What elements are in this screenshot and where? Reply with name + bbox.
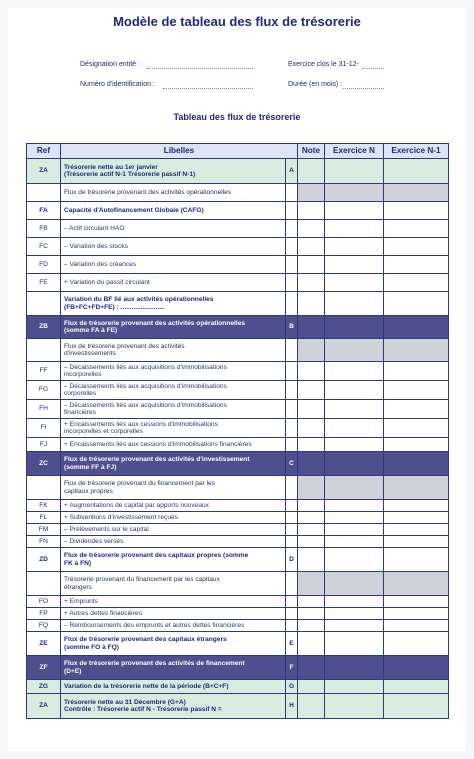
row-letter: B bbox=[286, 316, 298, 339]
row-label: Flux de trésorerie provenant des activités d'investissement (somme FF à FJ) bbox=[61, 452, 286, 476]
exercice-n-cell[interactable] bbox=[325, 159, 384, 184]
table-row bbox=[27, 512, 449, 524]
exercice-n-1-cell[interactable] bbox=[384, 452, 449, 476]
exercice-n-cell[interactable] bbox=[325, 362, 384, 381]
designation-field[interactable] bbox=[147, 68, 253, 69]
row-letter bbox=[286, 596, 298, 608]
row-letter bbox=[286, 419, 298, 438]
row-label: – Variation des stocks bbox=[61, 238, 286, 256]
exercice-n-1-cell[interactable] bbox=[384, 256, 449, 274]
note-cell[interactable] bbox=[298, 362, 325, 381]
row-letter: C bbox=[286, 452, 298, 476]
exercice-n-1-cell[interactable] bbox=[384, 274, 449, 292]
row-label: – Variation des créances bbox=[61, 256, 286, 274]
exercice-n-cell[interactable] bbox=[325, 438, 384, 452]
exercice-n-cell[interactable] bbox=[325, 452, 384, 476]
note-cell[interactable] bbox=[298, 656, 325, 680]
exercice-n-cell[interactable] bbox=[325, 274, 384, 292]
exercice-n-cell[interactable] bbox=[325, 548, 384, 572]
note-cell[interactable] bbox=[298, 438, 325, 452]
exercice-n-cell[interactable] bbox=[325, 476, 384, 500]
exercice-n-1-cell[interactable] bbox=[384, 680, 449, 694]
cash-flow-table bbox=[26, 143, 449, 719]
note-cell[interactable] bbox=[298, 536, 325, 548]
row-label: + Variation du passif circulant bbox=[61, 274, 286, 292]
row-ref: ZC bbox=[27, 452, 61, 476]
id-field[interactable] bbox=[163, 88, 253, 89]
row-ref: FM bbox=[27, 524, 61, 536]
row-label: Variation du BF lié aux activités opérationnelles (FB+FC+FD+FE) : ........................ bbox=[61, 292, 286, 316]
exercise-label: Exercice clos le 31-12- bbox=[288, 61, 359, 68]
row-label: – Prélèvements sur le capital bbox=[61, 524, 286, 536]
exercice-n-1-cell[interactable] bbox=[384, 536, 449, 548]
exercice-n-1-cell[interactable] bbox=[384, 524, 449, 536]
col-header-ref: Ref bbox=[27, 144, 61, 159]
row-label: – Remboursements des emprunts et autres dettes financières bbox=[61, 620, 286, 632]
row-letter bbox=[286, 524, 298, 536]
note-cell[interactable] bbox=[298, 159, 325, 184]
col-header-exercice-n: Exercice N bbox=[325, 144, 384, 159]
exercice-n-1-cell[interactable] bbox=[384, 316, 449, 339]
duration-label: Durée (en mois) : bbox=[288, 81, 343, 88]
row-label: – Décaissements liés aux acquisitions d'immobilisations financières bbox=[61, 400, 286, 419]
row-label: Flux de trésorerie provenant du financement par les capitaux propres bbox=[61, 476, 286, 500]
exercice-n-cell[interactable] bbox=[325, 238, 384, 256]
exercice-n-1-cell[interactable] bbox=[384, 184, 449, 202]
row-letter bbox=[286, 620, 298, 632]
row-label: Flux de trésorerie provenant des activités d'investissements bbox=[61, 339, 286, 362]
table-body bbox=[27, 159, 449, 719]
row-label: + Emprunts bbox=[61, 596, 286, 608]
row-letter bbox=[286, 202, 298, 220]
row-ref: ZA bbox=[27, 694, 61, 719]
exercice-n-cell[interactable] bbox=[325, 656, 384, 680]
exercice-n-1-cell[interactable] bbox=[384, 512, 449, 524]
exercice-n-1-cell[interactable] bbox=[384, 159, 449, 184]
row-label: + Augmentations de capital par apports nouveaux bbox=[61, 500, 286, 512]
row-label: – Dividendes versés bbox=[61, 536, 286, 548]
designation-label: Désignation entité : bbox=[80, 61, 140, 68]
note-cell[interactable] bbox=[298, 339, 325, 362]
row-label: Capacité d'Autofinancement Globale (CAFG) bbox=[61, 202, 286, 220]
row-letter bbox=[286, 476, 298, 500]
table-row bbox=[27, 159, 449, 184]
exercice-n-1-cell[interactable] bbox=[384, 596, 449, 608]
row-ref: FA bbox=[27, 202, 61, 220]
exercise-field[interactable] bbox=[362, 68, 384, 69]
table-row bbox=[27, 500, 449, 512]
exercice-n-1-cell[interactable] bbox=[384, 572, 449, 596]
note-cell[interactable] bbox=[298, 572, 325, 596]
row-letter bbox=[286, 381, 298, 400]
row-ref: FG bbox=[27, 381, 61, 400]
note-cell[interactable] bbox=[298, 608, 325, 620]
row-label: – Décaissements liés aux acquisitions d'immobilisations corporelles bbox=[61, 381, 286, 400]
exercice-n-1-cell[interactable] bbox=[384, 632, 449, 656]
table-row bbox=[27, 632, 449, 656]
table-row bbox=[27, 694, 449, 719]
row-ref: ZG bbox=[27, 680, 61, 694]
row-label: Variation de la trésorerie nette de la période (B+C+F) bbox=[61, 680, 286, 694]
row-ref: FJ bbox=[27, 438, 61, 452]
table-row bbox=[27, 680, 449, 694]
table-row bbox=[27, 362, 449, 381]
table-row bbox=[27, 596, 449, 608]
table-row bbox=[27, 572, 449, 596]
exercice-n-cell[interactable] bbox=[325, 381, 384, 400]
row-label: + Subventions d'investissement reçues bbox=[61, 512, 286, 524]
row-label: Trésorerie nette au 31 Décembre (G+A) Contrôle : Trésorerie actif N - Trésorerie passif N = bbox=[61, 694, 286, 719]
row-ref: ZE bbox=[27, 632, 61, 656]
row-label: + Encaissements liés aux cessions d'immobilisations financières bbox=[61, 438, 286, 452]
table-row bbox=[27, 608, 449, 620]
table-row bbox=[27, 400, 449, 419]
exercice-n-1-cell[interactable] bbox=[384, 400, 449, 419]
note-cell[interactable] bbox=[298, 476, 325, 500]
row-ref: FO bbox=[27, 596, 61, 608]
row-label: Flux de trésorerie provenant des activités opérationnelles bbox=[61, 184, 286, 202]
exercice-n-cell[interactable] bbox=[325, 202, 384, 220]
exercice-n-1-cell[interactable] bbox=[384, 339, 449, 362]
exercice-n-cell[interactable] bbox=[325, 256, 384, 274]
note-cell[interactable] bbox=[298, 500, 325, 512]
table-row bbox=[27, 238, 449, 256]
row-ref: FF bbox=[27, 362, 61, 381]
exercice-n-cell[interactable] bbox=[325, 316, 384, 339]
row-letter bbox=[286, 512, 298, 524]
row-letter: A bbox=[286, 159, 298, 184]
note-cell[interactable] bbox=[298, 316, 325, 339]
table-row bbox=[27, 202, 449, 220]
exercice-n-cell[interactable] bbox=[325, 572, 384, 596]
note-cell[interactable] bbox=[298, 274, 325, 292]
row-letter bbox=[286, 256, 298, 274]
table-row bbox=[27, 548, 449, 572]
row-ref: FL bbox=[27, 512, 61, 524]
exercice-n-1-cell[interactable] bbox=[384, 548, 449, 572]
row-label: – Décaissements liés aux acquisitions d'immobilisations incorporelles bbox=[61, 362, 286, 381]
row-ref: ZF bbox=[27, 656, 61, 680]
exercice-n-cell[interactable] bbox=[325, 620, 384, 632]
table-row bbox=[27, 220, 449, 238]
table-row bbox=[27, 536, 449, 548]
row-letter bbox=[286, 274, 298, 292]
note-cell[interactable] bbox=[298, 596, 325, 608]
row-letter bbox=[286, 292, 298, 316]
row-letter: E bbox=[286, 632, 298, 656]
note-cell[interactable] bbox=[298, 419, 325, 438]
exercice-n-1-cell[interactable] bbox=[384, 362, 449, 381]
row-ref: FE bbox=[27, 274, 61, 292]
exercice-n-1-cell[interactable] bbox=[384, 438, 449, 452]
row-letter bbox=[286, 500, 298, 512]
exercice-n-1-cell[interactable] bbox=[384, 656, 449, 680]
exercice-n-cell[interactable] bbox=[325, 632, 384, 656]
row-ref: FQ bbox=[27, 620, 61, 632]
row-letter: D bbox=[286, 548, 298, 572]
table-row bbox=[27, 476, 449, 500]
exercice-n-cell[interactable] bbox=[325, 680, 384, 694]
exercice-n-cell[interactable] bbox=[325, 400, 384, 419]
exercice-n-1-cell[interactable] bbox=[384, 476, 449, 500]
exercice-n-1-cell[interactable] bbox=[384, 608, 449, 620]
row-letter: H bbox=[286, 694, 298, 719]
row-letter: F bbox=[286, 656, 298, 680]
note-cell[interactable] bbox=[298, 548, 325, 572]
table-row bbox=[27, 381, 449, 400]
table-row bbox=[27, 656, 449, 680]
note-cell[interactable] bbox=[298, 400, 325, 419]
note-cell[interactable] bbox=[298, 694, 325, 719]
table-row bbox=[27, 620, 449, 632]
table-row bbox=[27, 452, 449, 476]
duration-field[interactable] bbox=[343, 88, 384, 89]
row-label: – Actif circulant HAO bbox=[61, 220, 286, 238]
exercice-n-cell[interactable] bbox=[325, 220, 384, 238]
row-ref: ZB bbox=[27, 316, 61, 339]
row-label: Flux de trésorerie provenant des activités de financement (D+E) bbox=[61, 656, 286, 680]
exercice-n-1-cell[interactable] bbox=[384, 220, 449, 238]
row-label: + Autres dettes financières bbox=[61, 608, 286, 620]
table-title: Tableau des flux de trésorerie bbox=[173, 112, 301, 122]
exercice-n-cell[interactable] bbox=[325, 596, 384, 608]
row-ref: FI bbox=[27, 419, 61, 438]
row-letter bbox=[286, 238, 298, 256]
exercice-n-1-cell[interactable] bbox=[384, 419, 449, 438]
row-label: + Encaissements liés aux cessions d'immobilisations incorporelles et corporelles bbox=[61, 419, 286, 438]
table-row bbox=[27, 292, 449, 316]
id-label: Numéro d'identification : bbox=[80, 81, 155, 88]
row-ref: FC bbox=[27, 238, 61, 256]
exercice-n-1-cell[interactable] bbox=[384, 620, 449, 632]
row-letter bbox=[286, 536, 298, 548]
note-cell[interactable] bbox=[298, 632, 325, 656]
note-cell[interactable] bbox=[298, 680, 325, 694]
table-row bbox=[27, 339, 449, 362]
exercice-n-cell[interactable] bbox=[325, 292, 384, 316]
row-ref: FB bbox=[27, 220, 61, 238]
table-row bbox=[27, 256, 449, 274]
row-letter bbox=[286, 184, 298, 202]
row-ref bbox=[27, 184, 61, 202]
exercice-n-1-cell[interactable] bbox=[384, 292, 449, 316]
table-header-row bbox=[27, 144, 449, 159]
row-letter bbox=[286, 572, 298, 596]
exercice-n-cell[interactable] bbox=[325, 608, 384, 620]
note-cell[interactable] bbox=[298, 256, 325, 274]
row-letter bbox=[286, 339, 298, 362]
exercice-n-cell[interactable] bbox=[325, 500, 384, 512]
table-row bbox=[27, 438, 449, 452]
exercice-n-1-cell[interactable] bbox=[384, 381, 449, 400]
exercice-n-1-cell[interactable] bbox=[384, 694, 449, 719]
exercice-n-cell[interactable] bbox=[325, 694, 384, 719]
note-cell[interactable] bbox=[298, 524, 325, 536]
row-label: Trésorerie nette au 1er janvier (Trésorerie actif N-1 Trésorerie passif N-1) bbox=[61, 159, 286, 184]
row-letter bbox=[286, 362, 298, 381]
row-ref bbox=[27, 292, 61, 316]
exercice-n-cell[interactable] bbox=[325, 524, 384, 536]
col-header-note: Note bbox=[298, 144, 325, 159]
row-label: Flux de trésorerie provenant des activités opérationnelles (somme FA à FE) bbox=[61, 316, 286, 339]
exercice-n-cell[interactable] bbox=[325, 419, 384, 438]
row-ref: FD bbox=[27, 256, 61, 274]
row-ref: ZD bbox=[27, 548, 61, 572]
exercice-n-1-cell[interactable] bbox=[384, 202, 449, 220]
note-cell[interactable] bbox=[298, 381, 325, 400]
col-header-exercice-n-1: Exercice N-1 bbox=[384, 144, 449, 159]
exercice-n-1-cell[interactable] bbox=[384, 238, 449, 256]
row-letter bbox=[286, 608, 298, 620]
note-cell[interactable] bbox=[298, 452, 325, 476]
row-ref: FP bbox=[27, 608, 61, 620]
exercice-n-1-cell[interactable] bbox=[384, 500, 449, 512]
row-ref: FH bbox=[27, 400, 61, 419]
note-cell[interactable] bbox=[298, 220, 325, 238]
row-label: Flux de trésorerie provenant des capitaux étrangers (somme FO à FQ) bbox=[61, 632, 286, 656]
note-cell[interactable] bbox=[298, 238, 325, 256]
exercice-n-cell[interactable] bbox=[325, 184, 384, 202]
note-cell[interactable] bbox=[298, 620, 325, 632]
row-ref: FK bbox=[27, 500, 61, 512]
document-title: Modèle de tableau des flux de trésorerie bbox=[113, 14, 361, 29]
note-cell[interactable] bbox=[298, 512, 325, 524]
col-header-libelles: Libelles bbox=[61, 144, 298, 159]
table-row bbox=[27, 524, 449, 536]
row-ref bbox=[27, 476, 61, 500]
note-cell[interactable] bbox=[298, 202, 325, 220]
row-ref: ZA bbox=[27, 159, 61, 184]
exercice-n-cell[interactable] bbox=[325, 512, 384, 524]
note-cell[interactable] bbox=[298, 292, 325, 316]
row-letter bbox=[286, 220, 298, 238]
table-row bbox=[27, 274, 449, 292]
table-row bbox=[27, 419, 449, 438]
exercice-n-cell[interactable] bbox=[325, 536, 384, 548]
row-ref bbox=[27, 572, 61, 596]
row-letter bbox=[286, 400, 298, 419]
note-cell[interactable] bbox=[298, 184, 325, 202]
table-row bbox=[27, 184, 449, 202]
exercice-n-cell[interactable] bbox=[325, 339, 384, 362]
row-ref bbox=[27, 339, 61, 362]
row-label: Trésorerie provenant du financement par les capitaux étrangers bbox=[61, 572, 286, 596]
row-letter bbox=[286, 438, 298, 452]
row-letter: G bbox=[286, 680, 298, 694]
table-row bbox=[27, 316, 449, 339]
row-ref: FN bbox=[27, 536, 61, 548]
row-label: Flux de trésorerie provenant des capitaux propres (somme FK à FN) bbox=[61, 548, 286, 572]
